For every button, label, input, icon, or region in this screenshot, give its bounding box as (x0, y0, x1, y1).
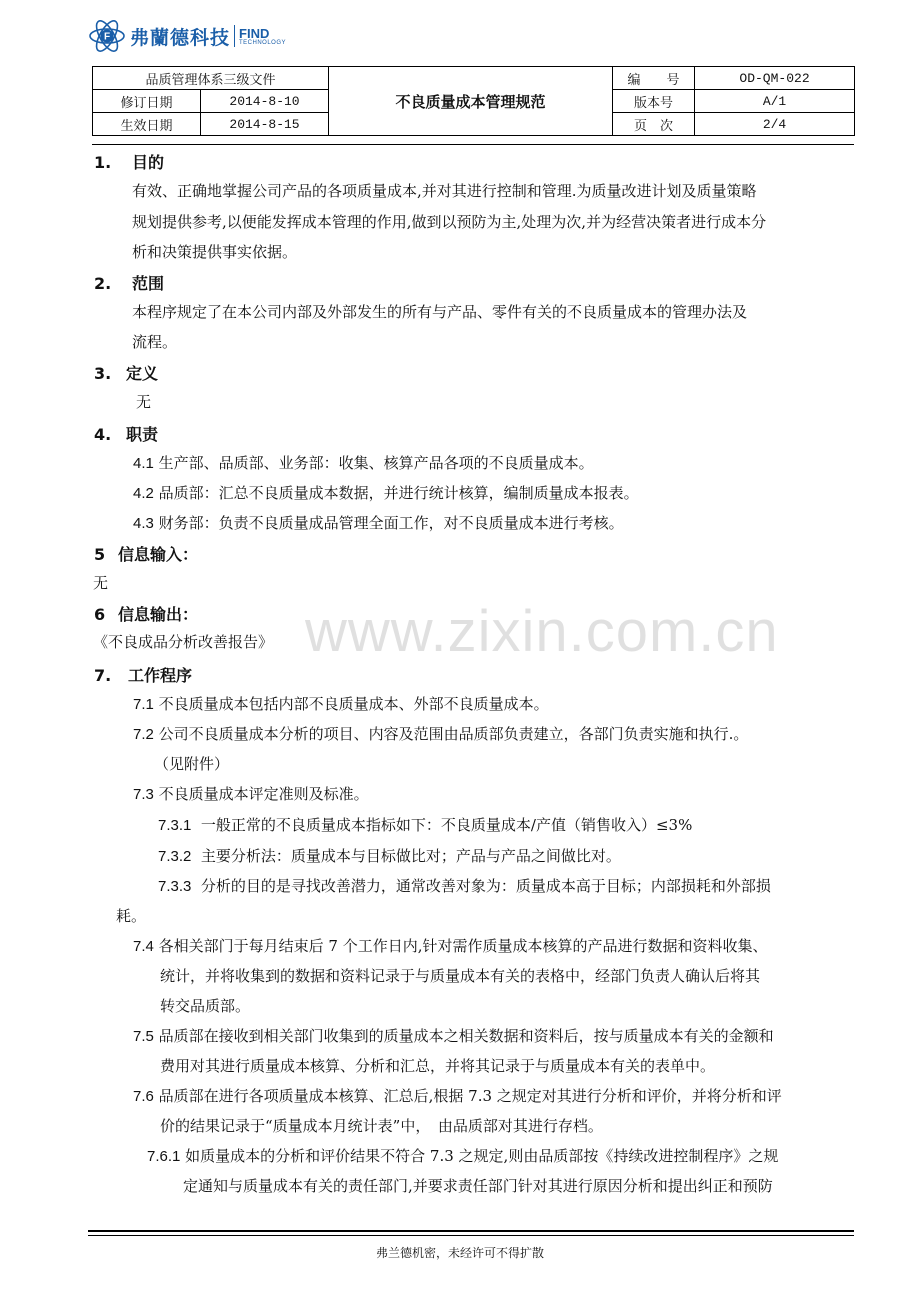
list-item (133, 1085, 782, 1106)
logo-english-top: FIND (239, 25, 270, 41)
effective-date-label: 生效日期 (93, 113, 201, 136)
section-title: 信息输出： (118, 605, 199, 624)
section-number: 7. (94, 666, 112, 685)
section-title: 范围 (132, 274, 165, 293)
section-4-heading (94, 422, 158, 445)
list-item (133, 783, 369, 804)
section-number: 1. (94, 153, 112, 172)
document-title: 不良质量成本管理规范 (329, 67, 613, 136)
paragraph-line: （见附件） (154, 755, 230, 773)
section-title: 定义 (126, 364, 159, 383)
item-text: 如质量成本的分析和评价结果不符合 7.3 之规定,则由品质部按《持续改进控制程序》之规 (185, 1147, 779, 1165)
item-number: 4.2 (133, 485, 154, 502)
logo-divider (234, 25, 235, 47)
paragraph-line: 转交品质部。 (160, 997, 251, 1015)
paragraph-line: 无 (136, 393, 152, 411)
item-text: 分析的目的是寻找改善潜力，通常改善对象为：质量成本高于目标；内部损耗和外部损 (200, 877, 771, 895)
list-item (133, 935, 768, 956)
list-item (133, 482, 639, 503)
section-7-heading (94, 663, 192, 686)
list-item (147, 1145, 778, 1166)
version-value: A/1 (695, 90, 855, 113)
logo-english-bottom: TECHNOLOGY (239, 39, 287, 46)
item-number: 7.6.1 (147, 1148, 181, 1165)
item-number: 4.1 (133, 455, 154, 472)
section-number: 5 (94, 545, 106, 564)
item-number: 7.3.1 (158, 817, 192, 834)
section-title: 工作程序 (128, 666, 193, 685)
list-item (133, 723, 748, 744)
section-title: 职责 (126, 425, 159, 444)
company-logo (88, 17, 286, 55)
atom-logo-icon (88, 17, 126, 55)
item-text: 品质部在接收到相关部门收集到的质量成本之相关数据和资料后，按与质量成本有关的金额和 (158, 1027, 774, 1045)
list-item (158, 845, 621, 866)
item-text: 生产部、品质部、业务部：收集、核算产品各项的不良质量成本。 (158, 454, 594, 472)
footer-rule (88, 1230, 854, 1232)
item-text: 品质部：汇总不良质量成本数据，并进行统计核算，编制质量成本报表。 (158, 484, 639, 502)
document-header-table (92, 66, 855, 136)
paragraph-line: 《不良成品分析改善报告》 (93, 633, 274, 651)
confidential-footer: 弗兰德机密，未经许可不得扩散 (375, 1246, 544, 1260)
section-2-heading (94, 271, 164, 294)
item-number: 4.3 (133, 515, 154, 532)
code-value: OD-QM-022 (695, 67, 855, 90)
paragraph-line: 定通知与质量成本有关的责任部门,并要求责任部门针对其进行原因分析和提出纠正和预防 (183, 1177, 773, 1195)
paragraph-line: 规划提供参考,以便能发挥成本管理的作用,做到以预防为主,处理为次,并为经营决策者进行成本分 (132, 213, 767, 231)
paragraph-line: 无 (93, 574, 109, 592)
paragraph-line: 价的结果记录于“质量成本月统计表”中， 由品质部对其进行存档。 (160, 1117, 603, 1135)
item-number: 7.1 (133, 696, 154, 713)
revise-date-value: 2014-8-10 (201, 90, 329, 113)
svg-text:F: F (103, 31, 111, 43)
paragraph-line: 析和决策提供事实依据。 (132, 243, 298, 261)
item-number: 7.2 (133, 726, 154, 743)
section-number: 6 (94, 605, 106, 624)
version-label: 版本号 (613, 90, 695, 113)
logo-chinese-name: 弗蘭德科技 (130, 26, 231, 49)
list-item (133, 693, 549, 714)
header-rule (92, 144, 854, 145)
item-number: 7.3.2 (158, 848, 192, 865)
item-text: 品质部在进行各项质量成本核算、汇总后,根据 7.3 之规定对其进行分析和评价，并将分析和评 (158, 1087, 782, 1105)
item-number: 7.3.3 (158, 878, 192, 895)
logo-english (239, 27, 286, 46)
list-item (158, 875, 771, 896)
section-number: 4. (94, 425, 112, 444)
section-6-heading (94, 602, 198, 625)
paragraph-line: 有效、正确地掌握公司产品的各项质量成本,并对其进行控制和管理.为质量改进计划及质量策略 (132, 182, 757, 200)
item-number: 7.6 (133, 1088, 154, 1105)
page-label: 页 次 (613, 113, 695, 136)
item-text: 一般正常的不良质量成本指标如下：不良质量成本/产值（销售收入）≤3% (200, 816, 693, 834)
section-title: 信息输入： (118, 545, 199, 564)
section-5-heading (94, 542, 198, 565)
effective-date-value: 2014-8-15 (201, 113, 329, 136)
list-item (133, 512, 624, 533)
code-label: 编 号 (613, 67, 695, 90)
doc-level: 品质管理体系三级文件 (93, 67, 329, 90)
page-value: 2/4 (695, 113, 855, 136)
item-text: 公司不良质量成本分析的项目、内容及范围由品质部负责建立，各部门负责实施和执行.。 (158, 725, 749, 743)
item-number: 7.4 (133, 938, 154, 955)
item-text: 不良质量成本评定准则及标准。 (158, 785, 369, 803)
section-number: 2. (94, 274, 112, 293)
section-title: 目的 (132, 153, 165, 172)
paragraph-line: 耗。 (116, 907, 147, 925)
watermark: www.zixin.com.cn (305, 599, 779, 664)
item-text: 各相关部门于每月结束后 7 个工作日内,针对需作质量成本核算的产品进行数据和资料收集、 (158, 937, 768, 955)
section-number: 3. (94, 364, 112, 383)
item-number: 7.5 (133, 1028, 154, 1045)
paragraph-line: 本程序规定了在本公司内部及外部发生的所有与产品、零件有关的不良质量成本的管理办法及 (132, 303, 748, 321)
item-text: 财务部：负责不良质量成品管理全面工作，对不良质量成本进行考核。 (158, 514, 624, 532)
list-item (133, 1025, 774, 1046)
paragraph-line: 费用对其进行质量成本核算、分析和汇总，并将其记录于与质量成本有关的表单中。 (160, 1057, 716, 1075)
section-3-heading (94, 361, 158, 384)
footer-rule (88, 1235, 854, 1236)
revise-date-label: 修订日期 (93, 90, 201, 113)
paragraph-line: 流程。 (132, 333, 178, 351)
item-text: 主要分析法：质量成本与目标做比对；产品与产品之间做比对。 (200, 847, 621, 865)
section-1-heading (94, 150, 164, 173)
item-number: 7.3 (133, 786, 154, 803)
paragraph-line: 统计，并将收集到的数据和资料记录于与质量成本有关的表格中，经部门负责人确认后将其 (160, 967, 761, 985)
list-item (158, 814, 692, 835)
item-text: 不良质量成本包括内部不良质量成本、外部不良质量成本。 (158, 695, 549, 713)
list-item (133, 452, 594, 473)
